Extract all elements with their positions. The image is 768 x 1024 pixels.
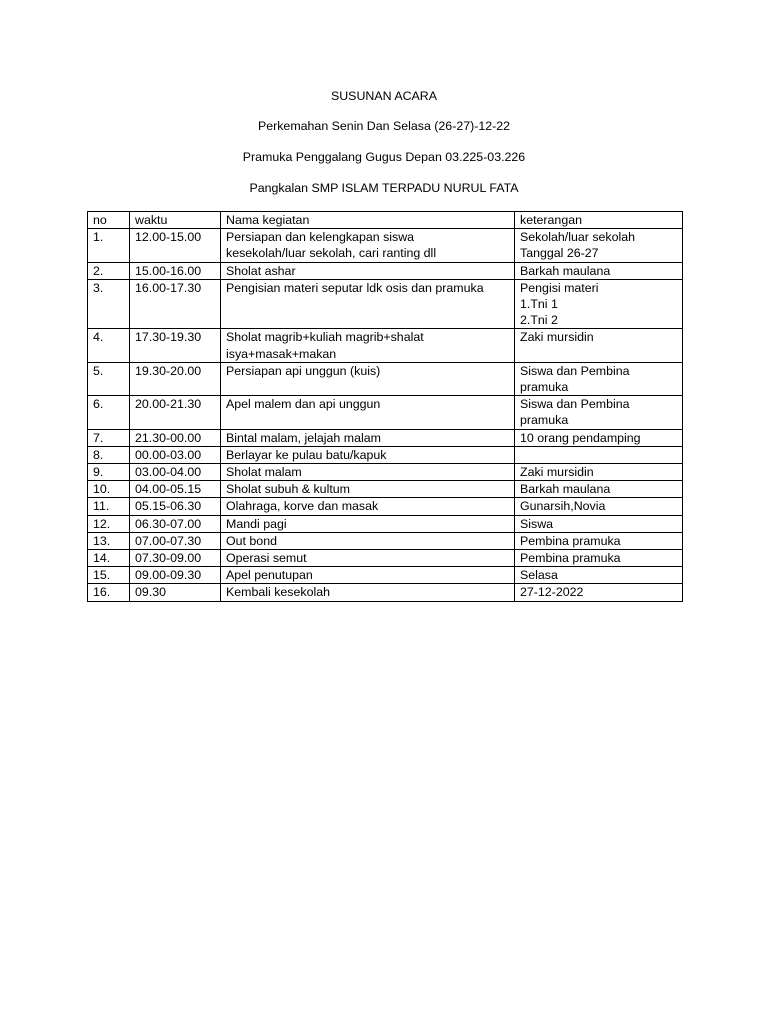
cell-no: 1. [88, 229, 130, 262]
table-row [88, 550, 683, 567]
cell-keterangan-line: pramuka [520, 413, 569, 428]
cell-kegiatan [221, 329, 515, 362]
cell-kegiatan-line: Out bond [226, 533, 277, 548]
cell-no: 5. [88, 362, 130, 395]
table-row [88, 262, 683, 279]
cell-kegiatan [221, 550, 515, 567]
cell-kegiatan [221, 481, 515, 498]
cell-waktu: 00.00-03.00 [130, 446, 221, 463]
table-row [88, 567, 683, 584]
cell-waktu: 04.00-05.15 [130, 481, 221, 498]
cell-waktu: 09.30 [130, 584, 221, 601]
cell-kegiatan-line: Berlayar ke pulau batu/kapuk [226, 447, 387, 462]
cell-keterangan [515, 429, 683, 446]
cell-keterangan [515, 362, 683, 395]
cell-keterangan [515, 550, 683, 567]
table-row [88, 329, 683, 362]
cell-keterangan-line: 10 orang pendamping [520, 430, 641, 445]
cell-kegiatan-line: Sholat ashar [226, 263, 296, 278]
cell-keterangan [515, 481, 683, 498]
cell-keterangan [515, 329, 683, 362]
cell-keterangan [515, 584, 683, 601]
table-row [88, 515, 683, 532]
cell-no: 9. [88, 464, 130, 481]
cell-no: 10. [88, 481, 130, 498]
cell-kegiatan-line: Operasi semut [226, 551, 307, 566]
cell-no: 2. [88, 262, 130, 279]
cell-kegiatan [221, 262, 515, 279]
cell-kegiatan [221, 532, 515, 549]
cell-keterangan-line: Pembina pramuka [520, 533, 621, 548]
cell-waktu: 17.30-19.30 [130, 329, 221, 362]
cell-keterangan-line: Zaki mursidin [520, 330, 594, 345]
cell-waktu: 05.15-06.30 [130, 498, 221, 515]
schedule-body [88, 212, 683, 602]
table-row [88, 396, 683, 429]
cell-keterangan-line: Siswa [520, 516, 554, 531]
table-row [88, 279, 683, 329]
column-header-keterangan: keterangan [515, 212, 683, 229]
cell-no: 11. [88, 498, 130, 515]
cell-kegiatan-line: Bintal malam, jelajah malam [226, 430, 381, 445]
document-title: SUSUNAN ACARA [330, 89, 438, 103]
column-header-waktu: waktu [130, 212, 221, 229]
cell-waktu: 09.00-09.30 [130, 567, 221, 584]
cell-kegiatan-line: Apel malem dan api unggun [226, 397, 381, 412]
cell-keterangan-line [520, 447, 677, 463]
cell-keterangan [515, 279, 683, 329]
cell-kegiatan-line: isya+masak+makan [226, 346, 337, 361]
cell-keterangan-line: Tanggal 26-27 [520, 246, 599, 261]
cell-keterangan-line: 2.Tni 2 [520, 313, 558, 328]
cell-kegiatan-line: Olahraga, korve dan masak [226, 499, 379, 514]
cell-kegiatan-line: Apel penutupan [226, 568, 313, 583]
column-header-kegiatan: Nama kegiatan [221, 212, 515, 229]
column-header-no: no [88, 212, 130, 229]
cell-keterangan [515, 498, 683, 515]
cell-kegiatan-line: Mandi pagi [226, 516, 287, 531]
cell-kegiatan-line: Pengisian materi seputar ldk osis dan pramuka [226, 280, 484, 295]
cell-keterangan-line: Sekolah/luar sekolah [520, 230, 636, 245]
cell-waktu: 21.30-00.00 [130, 429, 221, 446]
cell-keterangan-line: Gunarsih,Novia [520, 499, 606, 514]
cell-kegiatan [221, 498, 515, 515]
cell-no: 8. [88, 446, 130, 463]
cell-keterangan-line: Zaki mursidin [520, 465, 594, 480]
cell-no: 14. [88, 550, 130, 567]
cell-kegiatan [221, 229, 515, 262]
cell-waktu: 06.30-07.00 [130, 515, 221, 532]
cell-keterangan [515, 464, 683, 481]
cell-keterangan-line: 1.Tni 1 [520, 297, 558, 312]
cell-keterangan [515, 532, 683, 549]
cell-waktu: 12.00-15.00 [130, 229, 221, 262]
table-row [88, 584, 683, 601]
cell-kegiatan [221, 446, 515, 463]
cell-waktu: 07.30-09.00 [130, 550, 221, 567]
cell-no: 4. [88, 329, 130, 362]
cell-kegiatan-line: Sholat malam [226, 465, 302, 480]
cell-kegiatan [221, 279, 515, 329]
cell-no: 12. [88, 515, 130, 532]
cell-keterangan-line: Siswa dan Pembina [520, 397, 630, 412]
table-row [88, 481, 683, 498]
cell-keterangan-line: Barkah maulana [520, 482, 611, 497]
cell-waktu: 20.00-21.30 [130, 396, 221, 429]
cell-waktu: 15.00-16.00 [130, 262, 221, 279]
cell-no: 16. [88, 584, 130, 601]
cell-waktu: 03.00-04.00 [130, 464, 221, 481]
table-row [88, 532, 683, 549]
event-subtitle: Perkemahan Senin Dan Selasa (26-27)-12-22 [257, 119, 511, 133]
table-header-row [88, 212, 683, 229]
cell-keterangan [515, 446, 683, 463]
cell-kegiatan [221, 515, 515, 532]
cell-waktu: 07.00-07.30 [130, 532, 221, 549]
cell-no: 7. [88, 429, 130, 446]
cell-keterangan [515, 567, 683, 584]
table-row [88, 362, 683, 395]
cell-keterangan-line: Barkah maulana [520, 263, 611, 278]
school-line: Pangkalan SMP ISLAM TERPADU NURUL FATA [249, 181, 519, 195]
cell-keterangan-line: 27-12-2022 [520, 585, 584, 600]
cell-no: 6. [88, 396, 130, 429]
cell-waktu: 19.30-20.00 [130, 362, 221, 395]
table-row [88, 498, 683, 515]
troop-line: Pramuka Penggalang Gugus Depan 03.225-03.226 [242, 150, 526, 164]
cell-kegiatan-line: Sholat subuh & kultum [226, 482, 350, 497]
schedule-table [87, 211, 683, 602]
cell-keterangan [515, 229, 683, 262]
cell-keterangan-line: Pembina pramuka [520, 551, 621, 566]
cell-kegiatan-line: Kembali kesekolah [226, 585, 331, 600]
cell-keterangan-line: pramuka [520, 380, 569, 395]
cell-kegiatan-line: Sholat magrib+kuliah magrib+shalat [226, 330, 424, 345]
cell-kegiatan [221, 396, 515, 429]
cell-keterangan [515, 396, 683, 429]
cell-kegiatan-line: Persiapan api unggun (kuis) [226, 363, 381, 378]
cell-kegiatan [221, 567, 515, 584]
cell-keterangan-line: Pengisi materi [520, 280, 599, 295]
cell-kegiatan-line: kesekolah/luar sekolah, cari ranting dll [226, 246, 437, 261]
cell-kegiatan [221, 464, 515, 481]
cell-no: 3. [88, 279, 130, 329]
cell-keterangan-line: Siswa dan Pembina [520, 363, 630, 378]
cell-kegiatan [221, 362, 515, 395]
cell-keterangan [515, 515, 683, 532]
cell-keterangan [515, 262, 683, 279]
cell-no: 15. [88, 567, 130, 584]
cell-kegiatan [221, 584, 515, 601]
cell-kegiatan-line: Persiapan dan kelengkapan siswa [226, 230, 415, 245]
cell-no: 13. [88, 532, 130, 549]
cell-kegiatan [221, 429, 515, 446]
table-row [88, 446, 683, 463]
cell-waktu: 16.00-17.30 [130, 279, 221, 329]
table-row [88, 464, 683, 481]
table-row [88, 429, 683, 446]
table-row [88, 229, 683, 262]
cell-keterangan-line: Selasa [520, 568, 558, 583]
